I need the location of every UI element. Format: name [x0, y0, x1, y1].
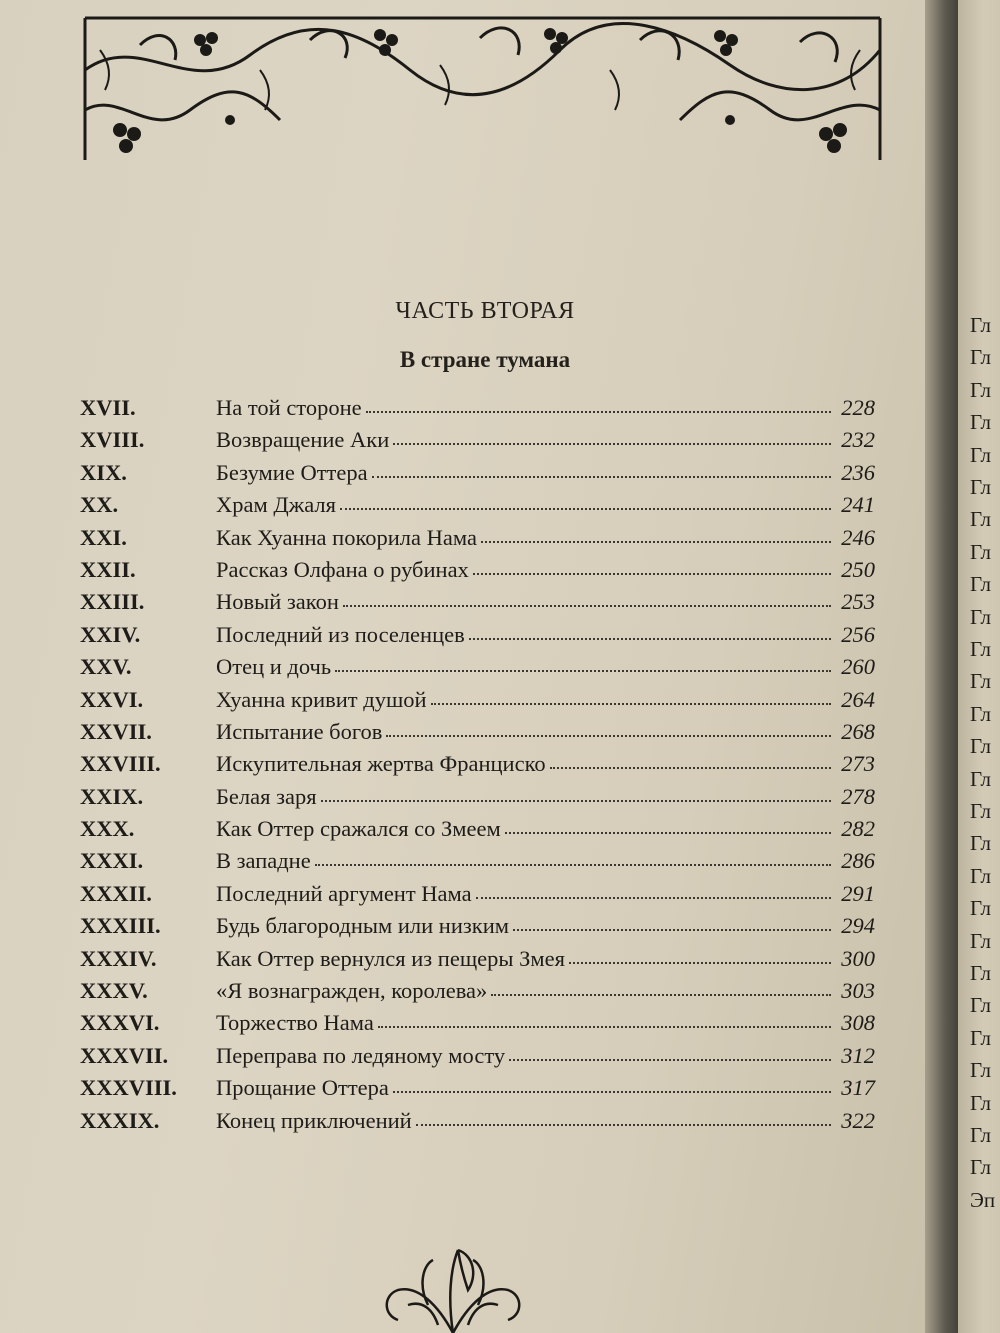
chapter-title: Последний аргумент Нама: [216, 880, 472, 906]
facing-page-fragment: Гл: [970, 345, 992, 370]
facing-page-fragment: Гл: [970, 993, 992, 1018]
chapter-title: Испытание богов: [216, 718, 383, 744]
facing-page-fragment: Гл: [970, 1025, 992, 1050]
chapter-number: XXXIX.: [80, 1107, 160, 1133]
dot-leader: [550, 767, 831, 769]
toc-row: [80, 1075, 875, 1107]
chapter-title: Белая заря: [216, 783, 317, 809]
facing-page-fragment: Гл: [970, 637, 992, 661]
chapter-number: XXIX.: [80, 783, 144, 809]
dot-leader: [509, 1059, 831, 1061]
facing-page-fragment: Гл: [970, 1155, 992, 1180]
chapter-number: XXXI.: [80, 848, 144, 874]
chapter-title: Искупительная жертва Франциско: [216, 751, 546, 777]
page-number: 300: [841, 945, 875, 971]
chapter-title: «Я вознагражден, королева»: [216, 978, 488, 1004]
facing-page-fragment: Гл: [970, 961, 992, 985]
toc-row: [80, 784, 875, 816]
dot-leader: [416, 1124, 831, 1126]
toc-row: [80, 687, 875, 719]
facing-page-fragment: Гл: [970, 896, 992, 921]
page-number: 250: [841, 556, 875, 582]
facing-page-fragment: Гл: [970, 442, 992, 467]
page-number: 282: [841, 816, 875, 842]
page-number: 273: [841, 751, 875, 777]
chapter-number: XXII.: [80, 556, 136, 582]
dot-leader: [393, 443, 831, 445]
page-number: 241: [841, 492, 875, 518]
facing-page-fragment: Гл: [970, 701, 992, 726]
dot-leader: [473, 573, 831, 575]
part-subtitle: В стране тумана: [399, 347, 571, 372]
facing-page-fragment: Гл: [970, 410, 992, 435]
chapter-number: XXXII.: [80, 880, 152, 906]
dot-leader: [491, 994, 831, 996]
dot-leader: [469, 638, 831, 640]
dot-leader: [431, 703, 831, 705]
facing-page-fragment: Гл: [970, 313, 992, 337]
toc-row: [80, 946, 875, 978]
facing-page-fragment: Гл: [970, 669, 992, 694]
facing-page-edge: [958, 0, 1000, 1333]
facing-page-fragment: Гл: [970, 831, 992, 856]
floral-ornament-footer: [378, 1245, 528, 1333]
chapter-title: Как Оттер сражался со Змеем: [216, 816, 501, 842]
toc-row: [80, 622, 875, 654]
chapter-number: XXIV.: [80, 621, 141, 647]
page-number: 228: [841, 395, 875, 420]
chapter-number: XVIII.: [80, 427, 145, 453]
chapter-number: XXI.: [80, 524, 127, 550]
page-number: 308: [841, 1010, 875, 1036]
facing-page-fragment: Эп: [970, 1187, 996, 1212]
page-number: 256: [841, 621, 875, 647]
dot-leader: [343, 605, 831, 607]
facing-page-fragment: Гл: [970, 377, 992, 402]
facing-page-fragment: Гл: [970, 799, 992, 823]
facing-page-fragment: Гл: [970, 604, 992, 629]
facing-page-fragment: Гл: [970, 1123, 992, 1147]
chapter-title: Конец приключений: [216, 1107, 412, 1133]
chapter-title: Возвращение Аки: [216, 427, 390, 453]
toc-row: [80, 848, 875, 880]
toc-row: [80, 1010, 875, 1042]
facing-page-fragment: Гл: [970, 539, 992, 564]
chapter-number: XIX.: [80, 459, 127, 485]
page-number: 294: [841, 913, 875, 939]
toc-row: [80, 460, 875, 492]
chapter-number: XXXVI.: [80, 1010, 160, 1036]
chapter-number: XXVI.: [80, 686, 144, 712]
chapter-title: Безумие Оттера: [216, 459, 368, 485]
page-number: 278: [841, 783, 875, 809]
dot-leader: [378, 1026, 831, 1028]
toc-row: [80, 978, 875, 1010]
page-number: 322: [841, 1107, 875, 1133]
dot-leader: [335, 670, 831, 672]
chapter-number: XXVIII.: [80, 751, 161, 777]
table-of-contents: [80, 395, 875, 1140]
toc-row: [80, 1108, 875, 1140]
page-number: 317: [841, 1075, 875, 1101]
chapter-number: XXXVIII.: [80, 1075, 177, 1101]
chapter-title: Как Хуанна покорила Нама: [216, 524, 477, 550]
toc-row: [80, 751, 875, 783]
dot-leader: [393, 1091, 831, 1093]
chapter-title: На той стороне: [216, 395, 362, 420]
toc-row: [80, 427, 875, 459]
chapter-title: Отец и дочь: [216, 654, 332, 680]
page-number: 312: [841, 1042, 875, 1068]
dot-leader: [321, 800, 831, 802]
facing-page-fragment: Гл: [970, 572, 992, 597]
chapter-number: XXIII.: [80, 589, 145, 615]
toc-row: [80, 525, 875, 557]
chapter-number: XXVII.: [80, 718, 152, 744]
chapter-title: Переправа по ледяному мосту: [216, 1042, 506, 1068]
toc-row: [80, 1043, 875, 1075]
chapter-number: XXXVII.: [80, 1042, 169, 1068]
facing-page-fragment: Гл: [970, 1058, 992, 1083]
facing-page-fragment: Гл: [970, 1090, 992, 1115]
dot-leader: [386, 735, 831, 737]
page-number: 246: [841, 524, 875, 550]
vine-ornament-header: [80, 10, 885, 165]
toc-row: [80, 557, 875, 589]
page-number: 260: [841, 654, 875, 680]
facing-page-fragment: Гл: [970, 766, 992, 791]
chapter-title: Как Оттер вернулся из пещеры Змея: [216, 945, 565, 971]
facing-page-fragment: Гл: [970, 507, 992, 532]
dot-leader: [513, 929, 831, 931]
chapter-number: XXXIV.: [80, 945, 157, 971]
page-number: 232: [841, 427, 875, 453]
chapter-title: Прощание Оттера: [216, 1075, 389, 1101]
page-number: 303: [841, 978, 875, 1004]
dot-leader: [476, 897, 831, 899]
page-number: 286: [841, 848, 875, 874]
dot-leader: [505, 832, 831, 834]
chapter-number: XXX.: [80, 816, 135, 842]
chapter-number: XXXIII.: [80, 913, 161, 939]
page-number: 268: [841, 718, 875, 744]
page-number: 291: [841, 880, 875, 906]
toc-row: [80, 492, 875, 524]
chapter-title: Последний из поселенцев: [216, 621, 465, 647]
dot-leader: [366, 411, 831, 413]
part-title: ЧАСТЬ ВТОРАЯ: [395, 298, 575, 324]
toc-row: [80, 654, 875, 686]
dot-leader: [340, 508, 831, 510]
chapter-number: XVII.: [80, 395, 136, 420]
chapter-number: XXV.: [80, 654, 132, 680]
dot-leader: [481, 541, 831, 543]
facing-page-fragment: Гл: [970, 928, 992, 953]
chapter-number: XX.: [80, 492, 119, 518]
dot-leader: [315, 864, 831, 866]
chapter-number: XXXV.: [80, 978, 148, 1004]
toc-row: [80, 719, 875, 751]
chapter-title: Рассказ Олфана о рубинах: [216, 556, 469, 582]
toc-row: [80, 913, 875, 945]
chapter-title: Новый закон: [216, 589, 339, 615]
dot-leader: [569, 962, 831, 964]
chapter-title: В западне: [216, 848, 311, 874]
page-number: 264: [841, 686, 875, 712]
toc-row: [80, 589, 875, 621]
page-number: 253: [841, 589, 875, 615]
toc-row: [80, 395, 875, 427]
chapter-title: Хуанна кривит душой: [216, 686, 427, 712]
facing-page-fragment: Гл: [970, 863, 992, 888]
chapter-title: Храм Джаля: [216, 492, 337, 518]
page-number: 236: [841, 459, 875, 485]
facing-page-fragment: Гл: [970, 475, 992, 499]
chapter-title: Будь благородным или низким: [216, 913, 509, 939]
chapter-title: Торжество Нама: [216, 1010, 374, 1036]
dot-leader: [372, 476, 831, 478]
toc-row: [80, 816, 875, 848]
facing-page-fragment: Гл: [970, 734, 992, 759]
toc-row: [80, 881, 875, 913]
